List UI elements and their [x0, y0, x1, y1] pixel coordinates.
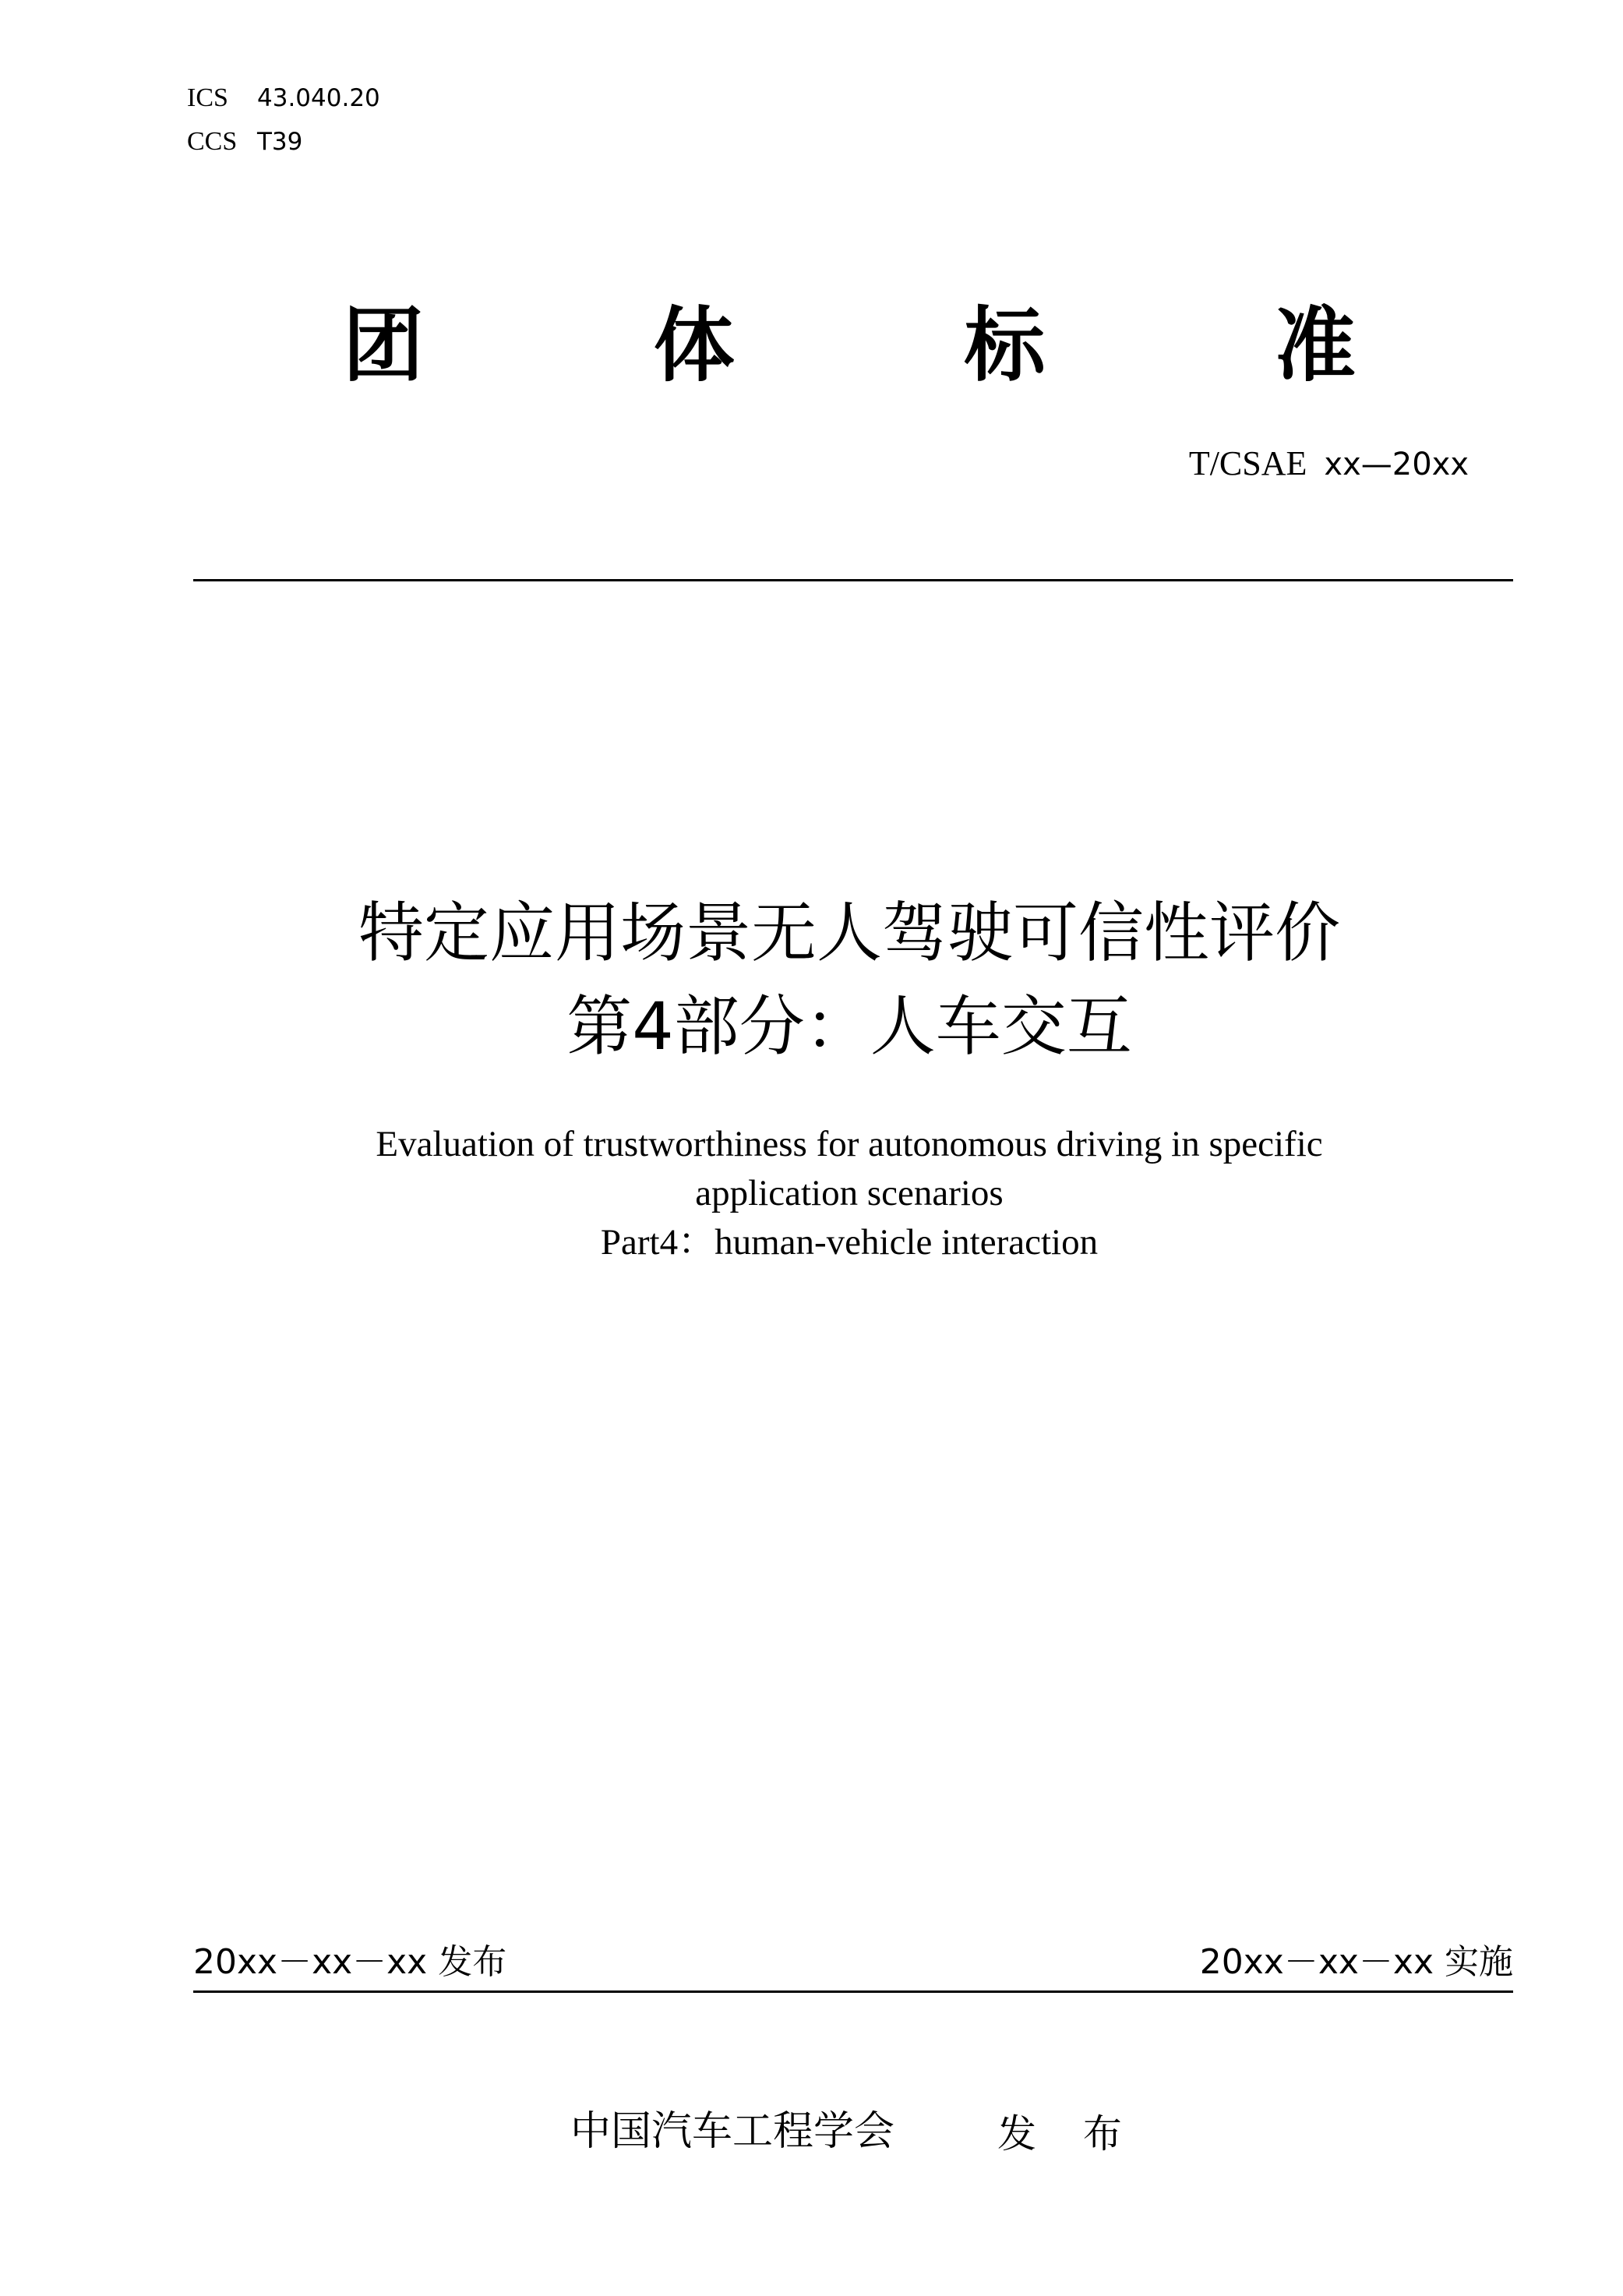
title-cn-line1: 特定应用场景无人驾驶可信性评价	[358, 895, 1340, 971]
title-en-line2: application scenarios	[695, 1173, 1004, 1213]
ics-row	[187, 76, 380, 120]
standard-type-heading	[343, 295, 1356, 396]
standard-number-code: xx—20xx	[1324, 447, 1469, 482]
heading-char: 团	[343, 298, 425, 393]
ics-label: ICS	[187, 83, 228, 112]
publisher-name: 中国汽车工程学会	[570, 2108, 895, 2155]
classification-codes	[187, 76, 380, 164]
effective-date: 20xx－xx－xx 实施	[1199, 1942, 1513, 1982]
standard-number	[1189, 440, 1469, 488]
title-cn-line2: 第4部分：人车交互	[566, 988, 1132, 1065]
heading-char: 标	[964, 298, 1046, 393]
ccs-row	[187, 120, 380, 164]
heading-char: 准	[1274, 298, 1356, 393]
ccs-label: CCS	[187, 127, 238, 156]
publish-label: 发 布	[997, 2111, 1139, 2156]
top-divider	[193, 579, 1513, 581]
standard-number-prefix: T/CSAE	[1188, 444, 1307, 482]
title-en-line3: Part4：human-vehicle interaction	[600, 1222, 1099, 1263]
publish-date: 20xx－xx－xx 发布	[193, 1942, 507, 1982]
heading-char: 体	[653, 298, 735, 393]
title-en-line1: Evaluation of trustworthiness for autonomous driving in specific	[376, 1124, 1323, 1164]
ics-value: 43.040.20	[257, 84, 380, 112]
bottom-divider	[193, 1990, 1513, 1993]
ccs-value: T39	[257, 128, 303, 156]
